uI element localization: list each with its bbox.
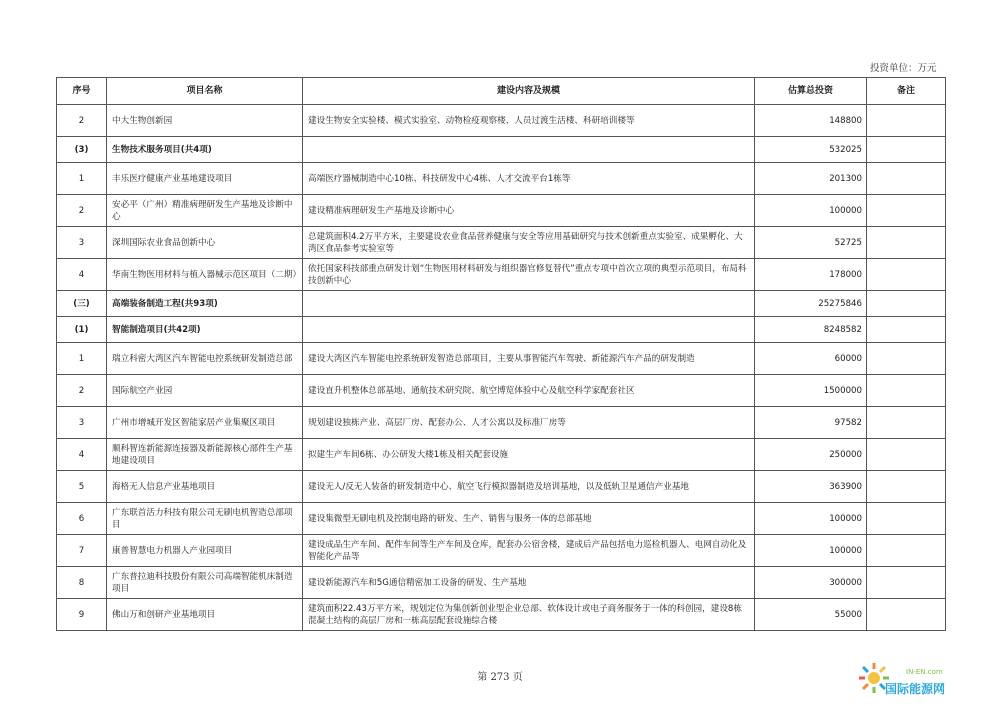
row-no: 5 [57, 471, 107, 503]
row-name: 高端装备制造工程(共93项) [107, 291, 303, 317]
investment-unit-label: 投资单位：万元 [870, 63, 937, 74]
row-note [867, 195, 946, 227]
row-investment: 8248582 [755, 317, 867, 343]
row-name: 海格无人信息产业基地项目 [107, 471, 303, 503]
row-note [867, 535, 946, 567]
page-number: 第 273 页 [477, 672, 523, 683]
row-name: 广东普拉迪科技股份有限公司高端智能机床制造项目 [107, 567, 303, 599]
row-no: (1) [57, 317, 107, 343]
row-no: 4 [57, 259, 107, 291]
row-note [867, 439, 946, 471]
table-row [57, 317, 946, 343]
row-content: 建设无人/反无人装备的研发制造中心、航空飞行模拟器制造及培训基地，以及低轨卫星通信产业基地 [303, 471, 755, 503]
row-investment: 532025 [755, 137, 867, 163]
row-investment: 25275846 [755, 291, 867, 317]
table-row [57, 195, 946, 227]
row-no: 7 [57, 535, 107, 567]
header-name: 项目名称 [107, 78, 303, 105]
row-name: 佛山万和创研产业基地项目 [107, 599, 303, 631]
row-investment: 100000 [755, 195, 867, 227]
row-no: 9 [57, 599, 107, 631]
row-note [867, 567, 946, 599]
row-note [867, 259, 946, 291]
row-no: 3 [57, 227, 107, 259]
row-name: 广东联首活力科技有限公司无刷电机智造总部项目 [107, 503, 303, 535]
row-content: 建设生物安全实验楼、模式实验室、动物检疫观察楼、人员过渡生活楼、科研培训楼等 [303, 105, 755, 137]
row-content: 建设精准病理研发生产基地及诊断中心 [303, 195, 755, 227]
table-header-row [57, 78, 946, 105]
row-content: 建设集微型无刷电机及控制电路的研发、生产、销售与服务一体的总部基地 [303, 503, 755, 535]
table-row [57, 343, 946, 375]
row-name: 瑞立科密大湾区汽车智能电控系统研发制造总部 [107, 343, 303, 375]
row-note [867, 471, 946, 503]
row-investment: 250000 [755, 439, 867, 471]
table-row [57, 407, 946, 439]
row-note [867, 343, 946, 375]
row-name: 深圳国际农业食品创新中心 [107, 227, 303, 259]
table-row [57, 227, 946, 259]
row-investment: 100000 [755, 535, 867, 567]
header-investment: 估算总投资 [755, 78, 867, 105]
row-content: 建设成品生产车间、配件车间等生产车间及仓库，配套办公宿舍楼，建成后产品包括电力巡检机器人、电网自动化及智能化产品等 [303, 535, 755, 567]
row-name: 顺科智连新能源连接器及新能源核心部件生产基地建设项目 [107, 439, 303, 471]
row-investment: 1500000 [755, 375, 867, 407]
row-note [867, 599, 946, 631]
row-name: 华南生物医用材料与植入器械示范区项目（二期） [107, 259, 303, 291]
row-content [303, 317, 755, 343]
row-note [867, 227, 946, 259]
table-row [57, 137, 946, 163]
row-investment: 52725 [755, 227, 867, 259]
row-investment: 97582 [755, 407, 867, 439]
table-row [57, 259, 946, 291]
row-no: 1 [57, 343, 107, 375]
table-row [57, 291, 946, 317]
table-row [57, 535, 946, 567]
row-content: 拟建生产车间6栋、办公研发大楼1栋及相关配套设施 [303, 439, 755, 471]
table-row [57, 163, 946, 195]
row-content: 建筑面积22.43万平方米，规划定位为集创新创业型企业总部、软体设计或电子商务服务于一体的科创园，建设8栋混凝土结构的高层厂房和一栋高层配套设施综合楼 [303, 599, 755, 631]
watermark-text: 国际能源网 [885, 682, 946, 696]
table-row [57, 375, 946, 407]
row-name: 中大生物创新园 [107, 105, 303, 137]
row-note [867, 105, 946, 137]
row-no: (3) [57, 137, 107, 163]
table-row [57, 105, 946, 137]
table-row [57, 439, 946, 471]
row-content: 规划建设独栋产业、高层厂房、配套办公、人才公寓以及标准厂房等 [303, 407, 755, 439]
row-investment: 300000 [755, 567, 867, 599]
row-investment: 100000 [755, 503, 867, 535]
table-row [57, 471, 946, 503]
row-name: 广州市增城开发区智能家居产业集聚区项目 [107, 407, 303, 439]
row-content: 建设大湾区汽车智能电控系统研发智造总部项目，主要从事智能汽车驾驶、新能源汽车产品的研发制造 [303, 343, 755, 375]
header-no: 序号 [57, 78, 107, 105]
table-row [57, 599, 946, 631]
row-investment: 55000 [755, 599, 867, 631]
row-name: 智能制造项目(共42项) [107, 317, 303, 343]
table-row [57, 503, 946, 535]
row-note [867, 407, 946, 439]
header-content: 建设内容及规模 [303, 78, 755, 105]
row-note [867, 291, 946, 317]
row-name: 安必平（广州）精准病理研发生产基地及诊断中心 [107, 195, 303, 227]
row-content: 建设直升机整体总部基地、通航技术研究院、航空博览体验中心及航空科学家配套社区 [303, 375, 755, 407]
project-table [56, 77, 946, 631]
row-note [867, 163, 946, 195]
table-body [57, 105, 946, 631]
row-name: 生物技术服务项目(共4项) [107, 137, 303, 163]
row-no: 2 [57, 195, 107, 227]
row-no: 4 [57, 439, 107, 471]
row-investment: 60000 [755, 343, 867, 375]
row-no: 2 [57, 105, 107, 137]
row-investment: 178000 [755, 259, 867, 291]
row-no: 6 [57, 503, 107, 535]
row-name: 丰乐医疗健康产业基地建设项目 [107, 163, 303, 195]
row-name: 国际航空产业园 [107, 375, 303, 407]
row-content [303, 291, 755, 317]
row-name: 康普智慧电力机器人产业园项目 [107, 535, 303, 567]
row-no: 2 [57, 375, 107, 407]
row-no: 1 [57, 163, 107, 195]
row-no: 3 [57, 407, 107, 439]
row-content: 高端医疗器械制造中心10栋、科技研发中心4栋、人才交流平台1栋等 [303, 163, 755, 195]
row-note [867, 375, 946, 407]
table-row [57, 567, 946, 599]
row-no: 8 [57, 567, 107, 599]
row-note [867, 137, 946, 163]
row-content: 依托国家科技部重点研发计划“生物医用材料研发与组织器官修复替代”重点专项中首次立项的典型示范项目，布局科技创新中心 [303, 259, 755, 291]
row-investment: 148800 [755, 105, 867, 137]
row-note [867, 317, 946, 343]
row-investment: 201300 [755, 163, 867, 195]
row-content [303, 137, 755, 163]
row-no: (三) [57, 291, 107, 317]
watermark-url: IN-EN.com [906, 668, 943, 676]
row-note [867, 503, 946, 535]
row-content: 建设新能源汽车和5G通信精密加工设备的研发、生产基地 [303, 567, 755, 599]
row-content: 总建筑面积4.2万平方米，主要建设农业食品营养健康与安全等应用基础研究与技术创新重点实验室、成果孵化、大湾区食品参考实验室等 [303, 227, 755, 259]
row-investment: 363900 [755, 471, 867, 503]
header-note: 备注 [867, 78, 946, 105]
